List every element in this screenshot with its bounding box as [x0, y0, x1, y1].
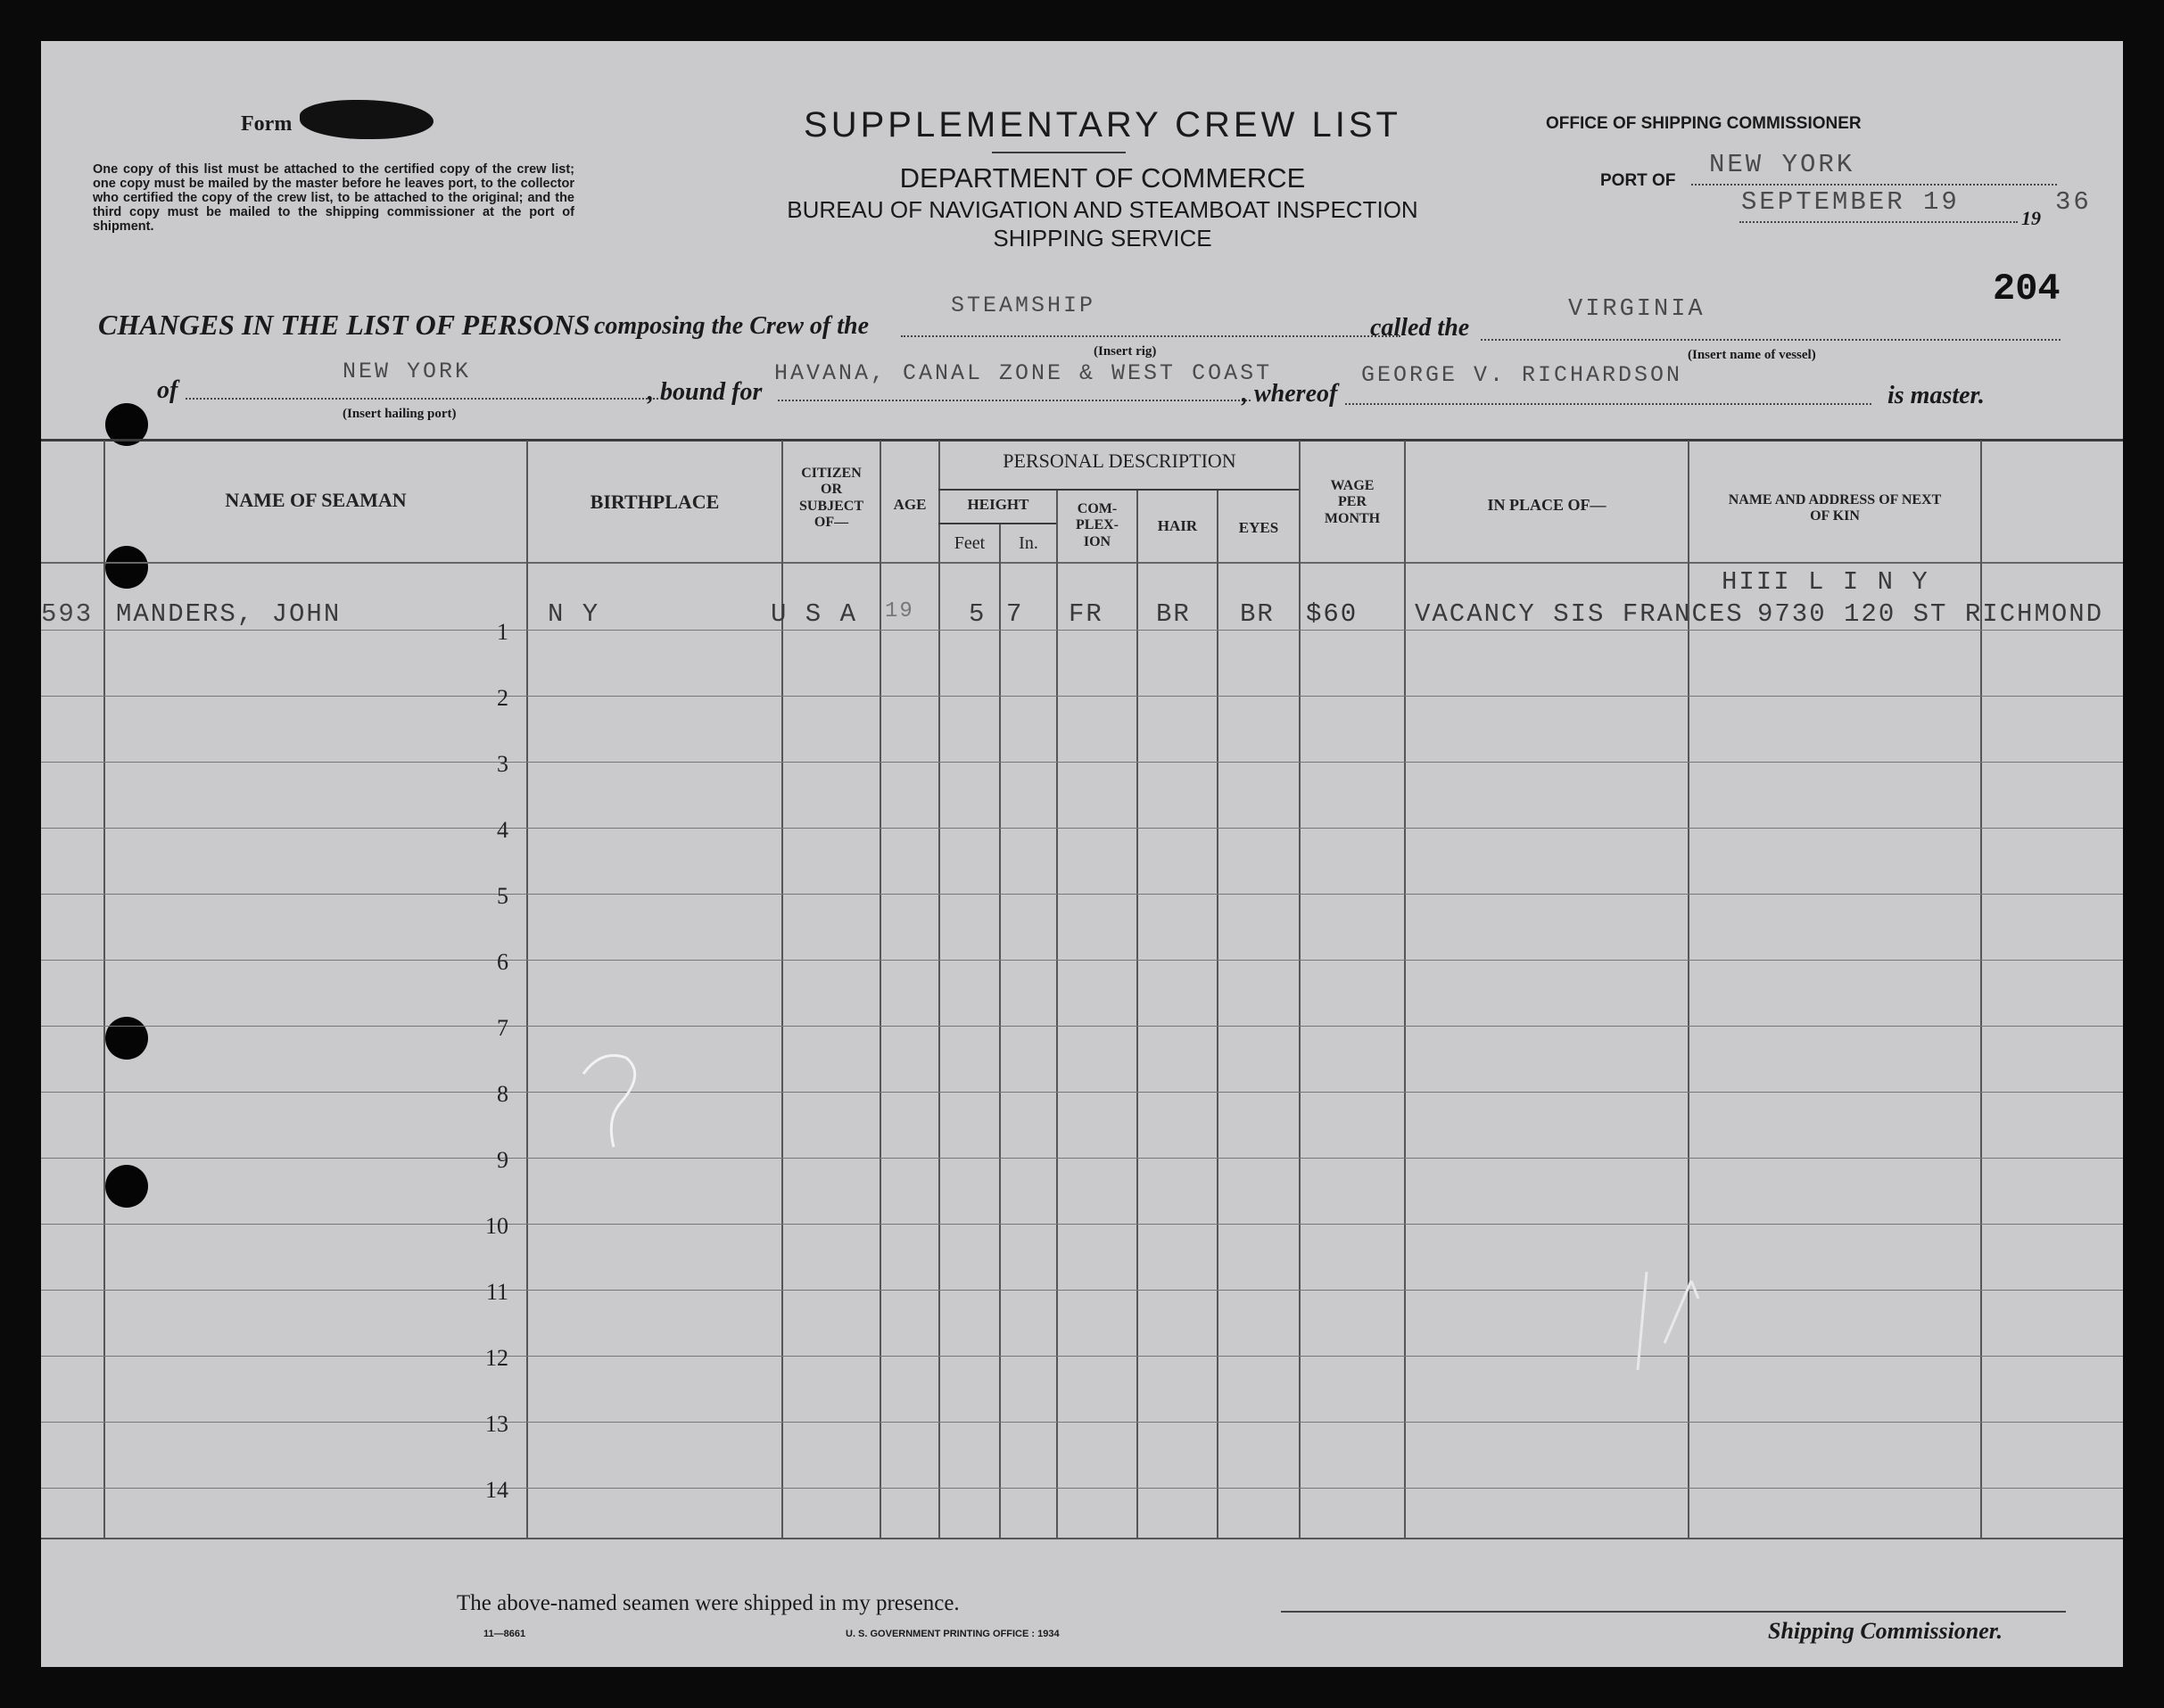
changes-label: CHANGES IN THE LIST OF PERSONS: [98, 309, 591, 341]
whereof-label: , whereof: [1242, 380, 1338, 408]
col-line-9: [1299, 441, 1301, 1539]
office-label: OFFICE OF SHIPPING COMMISSIONER: [1546, 114, 1862, 133]
footer-statement: The above-named seamen were shipped in my presence.: [457, 1591, 960, 1615]
department-name: DEPARTMENT OF COMMERCE: [899, 162, 1306, 194]
col-line-6: [1056, 491, 1058, 1539]
row-line-8: [41, 1092, 2123, 1093]
pencil-mark-scribble: [1629, 1254, 1718, 1379]
table-bottom-rule: [41, 1538, 2123, 1539]
row-line-13: [41, 1422, 2123, 1423]
row1-birthplace: N Y: [548, 599, 600, 629]
header-birthplace: BIRTHPLACE: [590, 491, 720, 513]
row1-complexion: FR: [1069, 599, 1103, 629]
row-line-4: [41, 828, 2123, 829]
row1-citizen: U S A: [771, 599, 858, 629]
row1-kin-above: HIII L I N Y: [1722, 567, 1929, 597]
hailing-caption: (Insert hailing port): [343, 407, 457, 421]
pencil-mark-question: [574, 1047, 646, 1172]
ink-blot-redaction: [300, 100, 434, 139]
vessel-caption: (Insert name of vessel): [1688, 348, 1816, 362]
header-hair: HAIR: [1157, 517, 1198, 534]
header-age: AGE: [893, 496, 927, 513]
row1-in-place: VACANCY SIS FRANCES: [1415, 599, 1744, 629]
row-number: 8: [497, 1081, 508, 1107]
port-label: PORT OF: [1600, 171, 1676, 190]
title-underline: [992, 152, 1126, 153]
header-wage: WAGE PER MONTH: [1324, 478, 1381, 526]
row-number: 10: [485, 1213, 508, 1239]
destination-value: HAVANA, CANAL ZONE & WEST COAST: [774, 360, 1273, 386]
punch-hole-3: [105, 1017, 148, 1060]
hailing-line: [186, 398, 658, 400]
rig-value: STEAMSHIP: [951, 293, 1096, 318]
col-line-8: [1217, 491, 1218, 1539]
row-number: 13: [485, 1411, 508, 1437]
col-line-3: [880, 441, 881, 1539]
row1-wage: $60: [1306, 599, 1359, 629]
vessel-value: VIRGINIA: [1568, 296, 1706, 323]
row-line-12: [41, 1356, 2123, 1357]
master-label: is master.: [1887, 382, 1985, 409]
form-code: 11—8661: [483, 1629, 526, 1639]
table-header-bottom-rule: [41, 562, 2123, 564]
master-line: [1345, 403, 1871, 405]
row-line-6: [41, 960, 2123, 961]
rig-caption: (Insert rig): [1094, 344, 1157, 359]
row-number: 3: [497, 751, 508, 777]
table-top-rule: [41, 439, 2123, 441]
col-line-7: [1136, 491, 1138, 1539]
header-name: NAME OF SEAMAN: [225, 489, 407, 511]
form-title: SUPPLEMENTARY CREW LIST: [804, 105, 1401, 144]
header-inches: In.: [1019, 533, 1038, 553]
row1-eyes: BR: [1240, 599, 1275, 629]
rig-line: [901, 335, 1400, 337]
row1-prefix: 593: [41, 599, 94, 629]
punch-hole-2: [105, 546, 148, 589]
form-label: Form: [241, 112, 293, 136]
of-label: of: [157, 376, 178, 404]
row-number: 7: [497, 1015, 508, 1041]
row-number: 5: [497, 883, 508, 909]
hailing-value: NEW YORK: [343, 359, 472, 384]
master-value: GEORGE V. RICHARDSON: [1361, 362, 1683, 388]
bound-label: , bound for: [648, 378, 763, 406]
header-personal: PERSONAL DESCRIPTION: [1003, 450, 1236, 472]
row1-inches: 7: [1006, 599, 1024, 629]
year-value: 36: [2055, 187, 2092, 217]
sheet-number: 204: [1993, 268, 2061, 310]
row1-hair: BR: [1156, 599, 1191, 629]
instructions-text: One copy of this list must be attached to the certified copy of the crew list; one copy must be mailed by the master before he leaves port, to the collector who certified the copy of the crew list, to be attached to the original; and the third copy must be mailed to the shipping commissioner at the port of shipment.: [93, 162, 574, 234]
header-feet: Feet: [954, 533, 986, 553]
row-line-2: [41, 696, 2123, 697]
signature-label: Shipping Commissioner.: [1768, 1618, 2003, 1644]
punch-hole-4: [105, 1165, 148, 1208]
bureau-name: BUREAU OF NAVIGATION AND STEAMBOAT INSPECTION: [787, 196, 1418, 223]
service-name: SHIPPING SERVICE: [993, 225, 1212, 252]
col-line-5: [999, 524, 1001, 1539]
composing-label: composing the Crew of the: [594, 312, 870, 340]
row-line-7: [41, 1026, 2123, 1027]
header-height: HEIGHT: [967, 496, 1029, 513]
row-number: 2: [497, 685, 508, 711]
crew-list-document: [41, 41, 2123, 1667]
row-line-9: [41, 1158, 2123, 1159]
row-number: 14: [485, 1477, 508, 1503]
header-eyes: EYES: [1238, 519, 1279, 536]
header-kin: NAME AND ADDRESS OF NEXT OF KIN: [1728, 492, 1942, 524]
row-number: 1: [497, 619, 508, 645]
height-rule: [938, 523, 1056, 524]
row-line-5: [41, 894, 2123, 895]
row-number: 11: [485, 1279, 508, 1305]
personal-desc-rule: [938, 489, 1299, 491]
row-number: 4: [497, 817, 508, 843]
row-number: 12: [485, 1345, 508, 1371]
header-in-place: IN PLACE OF—: [1487, 496, 1606, 514]
col-line-0: [103, 441, 105, 1539]
port-value: NEW YORK: [1709, 150, 1855, 179]
vessel-line: [1481, 339, 2061, 341]
port-line: [1691, 184, 2057, 186]
called-label: called the: [1370, 314, 1470, 342]
row-line-11: [41, 1290, 2123, 1291]
header-complexion: COM- PLEX- ION: [1076, 501, 1119, 549]
row-number: 9: [497, 1147, 508, 1173]
destination-line: [778, 400, 1251, 401]
signature-line: [1281, 1611, 2066, 1613]
header-citizen: CITIZEN OR SUBJECT OF—: [798, 466, 864, 531]
row-number: 6: [497, 949, 508, 975]
row1-name: MANDERS, JOHN: [116, 599, 342, 629]
row-line-3: [41, 762, 2123, 763]
row1-feet: 5: [969, 599, 987, 629]
row-line-1: [41, 630, 2123, 631]
date-value: SEPTEMBER 19: [1741, 187, 1960, 217]
col-line-10: [1404, 441, 1406, 1539]
row1-kin: 9730 120 ST RICHMOND: [1757, 599, 2104, 629]
year-prefix: 19: [2021, 207, 2041, 229]
row-line-10: [41, 1224, 2123, 1225]
date-line: [1739, 221, 2018, 223]
row1-age: 19: [885, 599, 914, 623]
col-line-4: [938, 441, 940, 1539]
row-line-14: [41, 1488, 2123, 1489]
col-line-1: [526, 441, 528, 1539]
printer-note: U. S. GOVERNMENT PRINTING OFFICE : 1934: [846, 1629, 1060, 1639]
